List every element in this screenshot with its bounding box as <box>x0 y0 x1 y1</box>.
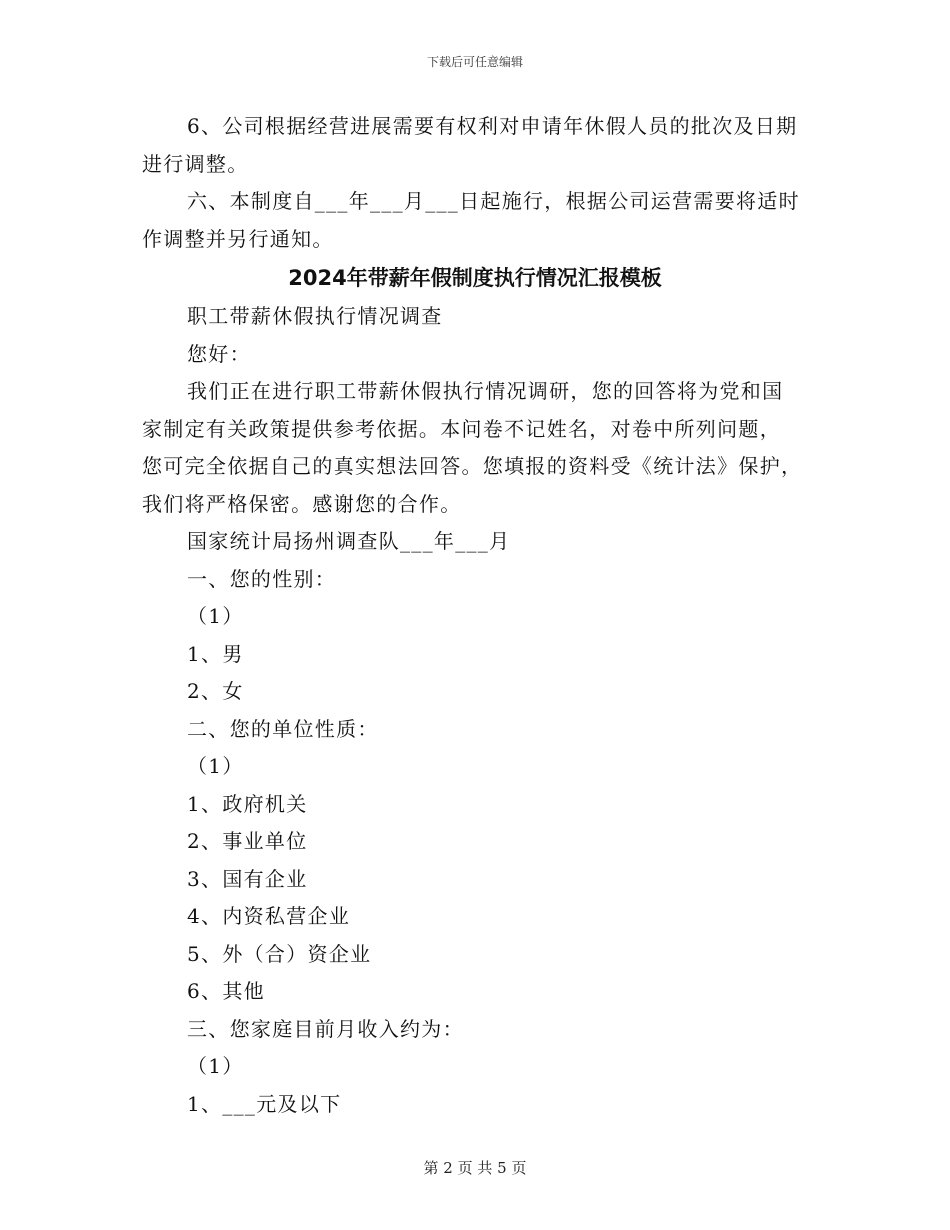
survey-body <box>142 298 808 1123</box>
paragraph-line: 国家统计局扬州调查队___年___月 <box>187 529 511 553</box>
paragraph-line: （1） <box>187 1054 244 1078</box>
document-title: 2024年带薪年假制度执行情况汇报模板 <box>288 266 662 290</box>
page-number: 第 2 页 共 5 页 <box>423 1159 527 1177</box>
paragraph-line: 5、外（合）资企业 <box>187 941 372 966</box>
paragraph-line: 1、___元及以下 <box>187 1091 342 1116</box>
paragraph-line: 我们将严格保密。感谢您的合作。 <box>142 491 462 516</box>
paragraph-line: 三、您家庭目前月收入约为： <box>187 1016 464 1041</box>
paragraph-line: （1） <box>187 754 244 778</box>
paragraph-line: 4、内资私营企业 <box>187 904 351 928</box>
paragraph-line: 1、男 <box>187 641 244 666</box>
document-body <box>142 108 808 1123</box>
paragraph-line: 2、女 <box>187 679 244 703</box>
paragraph-line: （1） <box>187 604 244 628</box>
paragraph-line: 家制定有关政策提供参考依据。本问卷不记姓名，对卷中所列问题， <box>142 416 781 441</box>
page-header-note: 下载后可任意编辑 <box>426 55 523 69</box>
paragraph-line: 6、公司根据经营进展需要有权利对申请年休假人员的批次及日期 <box>187 114 798 138</box>
paragraph-line: 1、政府机关 <box>187 791 308 816</box>
paragraph-line: 您可完全依据自己的真实想法回答。您填报的资料受《统计法》保护， <box>142 454 803 478</box>
paragraph-line: 6、其他 <box>187 979 265 1003</box>
paragraph-line: 职工带薪休假执行情况调查 <box>187 304 443 328</box>
paragraph-line: 六、本制度自___年___月___日起施行，根据公司运营需要将适时 <box>187 189 800 213</box>
paragraph-line: 作调整并另行通知。 <box>142 226 334 251</box>
paragraph-line: 一、您的性别： <box>187 566 337 591</box>
paragraph-line: 进行调整。 <box>142 151 249 176</box>
paragraph-line: 您好： <box>187 341 251 366</box>
paragraph-line: 3、国有企业 <box>187 866 308 891</box>
paragraph-line: 2、事业单位 <box>187 829 308 853</box>
paragraph-line: 我们正在进行职工带薪休假执行情况调研，您的回答将为党和国 <box>187 379 784 403</box>
paragraph-line: 二、您的单位性质： <box>187 716 379 741</box>
